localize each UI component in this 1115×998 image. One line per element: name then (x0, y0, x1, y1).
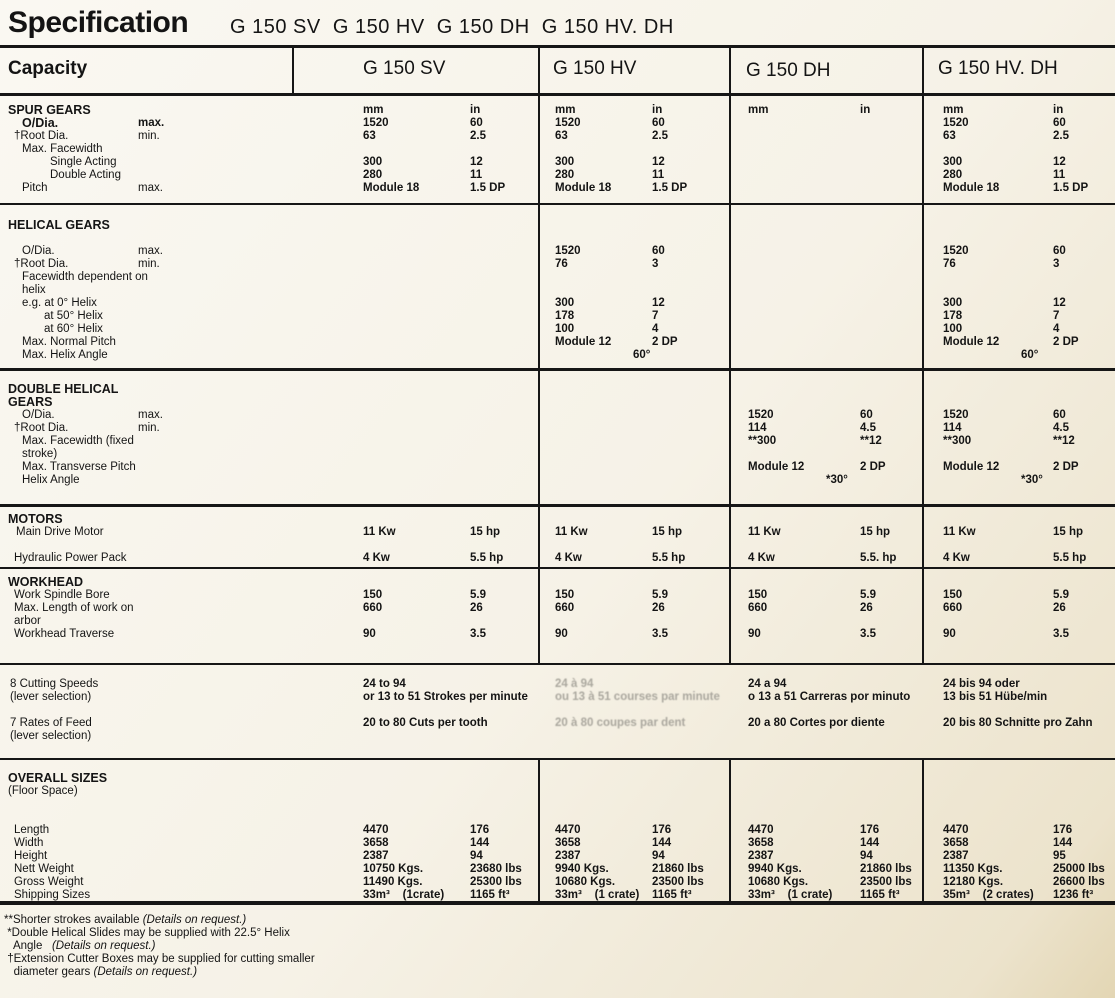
page-title: Specification (8, 6, 189, 39)
row-label: GEARS (8, 395, 53, 409)
cell-text-value: 13 bis 51 Hübe/min (943, 691, 1048, 703)
cell-metric-value: Module 12 (943, 336, 1000, 348)
cell-metric-value: mm (555, 104, 576, 116)
cell-inch-value: 95 (1053, 850, 1066, 862)
cell-inch-value: 2 DP (1053, 461, 1079, 473)
cell-metric-value: 76 (555, 258, 568, 270)
row-label: stroke) (22, 448, 58, 460)
cell-inch-value: 26600 lbs (1053, 876, 1105, 888)
cell-metric-value: mm (363, 104, 384, 116)
cell-metric-value: 114 (943, 422, 962, 434)
cell-metric-value: 1520 (943, 409, 969, 421)
cell-metric-value: 1520 (555, 117, 581, 129)
row-label: O/Dia. (22, 409, 55, 421)
cell-inch-value: 3.5 (860, 628, 876, 640)
cell-text-value: or 13 to 51 Strokes per minute (363, 691, 528, 703)
cell-inch-value: 23680 lbs (470, 863, 522, 875)
row-label: WORKHEAD (8, 575, 83, 589)
cell-inch-value: 12 (470, 156, 483, 168)
cell-metric-value: mm (748, 104, 769, 116)
rule-after-double-helical (0, 504, 1115, 507)
footnote-italic-text: (Details on request.) (93, 966, 198, 978)
row-label: Hydraulic Power Pack (14, 552, 127, 564)
cell-inch-value: 1.5 DP (1053, 182, 1089, 194)
cell-inch-value: 1.5 DP (652, 182, 688, 194)
cell-angle-value: 60° (633, 349, 651, 361)
cell-inch-value: 1165 ft³ (860, 889, 900, 901)
footnote-italic-text: (Details on request.) (51, 940, 156, 952)
row-label: Helix Angle (22, 474, 80, 486)
cell-inch-value: 176 (1053, 824, 1073, 836)
cell-inch-value: 25000 lbs (1053, 863, 1105, 875)
footnote-text: Angle (4, 940, 52, 952)
cell-metric-value: 1520 (748, 409, 774, 421)
cell-metric-value: 3658 (555, 837, 581, 849)
capacity-header: Capacity (8, 58, 88, 79)
cell-inch-value: 5.5 hp (1053, 552, 1087, 564)
rule-col-divider-3 (922, 45, 924, 665)
cell-inch-value: 5.9 (860, 589, 876, 601)
cell-metric-value: 100 (943, 323, 963, 335)
cell-metric-value: 1520 (943, 245, 969, 257)
cell-metric-value: Module 12 (555, 336, 612, 348)
row-label: Max. Normal Pitch (22, 336, 116, 348)
row-label: e.g. at 0° Helix (22, 297, 97, 309)
cell-metric-value: 660 (555, 602, 575, 614)
row-sublabel: max. (138, 182, 163, 194)
row-label: (lever selection) (10, 691, 92, 703)
cell-text-value: 24 à 94 (555, 678, 594, 690)
row-sublabel: min. (138, 422, 160, 434)
row-label: O/Dia. (22, 116, 59, 130)
column-header-g150hv: G 150 HV (553, 58, 637, 79)
cell-inch-value: 5.5. hp (860, 552, 897, 564)
cell-metric-value: 660 (748, 602, 768, 614)
cell-text-value: 24 a 94 (748, 678, 787, 690)
row-label: †Root Dia. (14, 422, 69, 434)
cell-inch-value: 2.5 (1053, 130, 1069, 142)
cell-text-value: 24 bis 94 oder (943, 678, 1020, 690)
cell-metric-value: 1520 (943, 117, 969, 129)
cell-metric-value: 2387 (363, 850, 389, 862)
cell-inch-value: 94 (470, 850, 483, 862)
column-header-g150hvdh: G 150 HV. DH (938, 58, 1058, 79)
rule-after-workhead (0, 663, 1115, 665)
cell-metric-value: mm (943, 104, 964, 116)
cell-inch-value: 60 (1053, 117, 1066, 129)
row-label: Max. Length of work on (14, 602, 134, 614)
cell-inch-value: 26 (470, 602, 483, 614)
cell-inch-value: 11 (652, 169, 665, 181)
cell-inch-value: 3.5 (652, 628, 668, 640)
row-label: SPUR GEARS (8, 103, 91, 117)
row-label: Work Spindle Bore (14, 589, 110, 601)
cell-inch-value: 21860 lbs (652, 863, 704, 875)
cell-metric-value: 3658 (943, 837, 969, 849)
cell-inch-value: in (470, 104, 481, 116)
cell-inch-value: 15 hp (860, 526, 891, 538)
row-label: Max. Facewidth (22, 143, 103, 155)
rule-after-motors (0, 567, 1115, 569)
cell-inch-value: 12 (652, 297, 665, 309)
cell-inch-value: 5.5 hp (470, 552, 504, 564)
cell-metric-value: 300 (943, 156, 963, 168)
cell-metric-value: 4470 (748, 824, 774, 836)
cell-metric-value: Module 18 (943, 182, 1000, 194)
cell-inch-value: 2.5 (652, 130, 668, 142)
cell-inch-value: 5.9 (652, 589, 668, 601)
cell-metric-value: Module 18 (555, 182, 612, 194)
row-label: DOUBLE HELICAL (8, 382, 119, 396)
cell-inch-value: **12 (860, 435, 882, 447)
cell-text-value: 24 to 94 (363, 678, 406, 690)
cell-metric-value: 10680 Kgs. (748, 876, 809, 888)
row-label: (Floor Space) (8, 785, 78, 797)
rule-col-divider-1 (538, 45, 540, 665)
cell-inch-value: 12 (652, 156, 665, 168)
rule-after-spur-gears (0, 203, 1115, 205)
cell-metric-value: 11 Kw (363, 526, 396, 538)
row-label: †Root Dia. (14, 258, 69, 270)
cell-inch-value: 1165 ft³ (652, 889, 692, 901)
cell-inch-value: 25300 lbs (470, 876, 522, 888)
row-label: MOTORS (8, 512, 63, 526)
row-label: Single Acting (50, 156, 117, 168)
rule-under-title (0, 45, 1115, 48)
cell-inch-value: 1.5 DP (470, 182, 506, 194)
footnote-line (4, 953, 315, 966)
cell-metric-value: 4470 (363, 824, 389, 836)
rule-col-divider-2 (729, 45, 731, 665)
row-label: at 60° Helix (44, 323, 103, 335)
cell-metric-value: 280 (363, 169, 383, 181)
cell-text-value: 20 à 80 coupes par dent (555, 717, 686, 729)
cell-metric-value: 2387 (943, 850, 969, 862)
cell-metric-value: 10680 Kgs. (555, 876, 616, 888)
row-sublabel: min. (138, 258, 160, 270)
cell-inch-value: 2 DP (652, 336, 678, 348)
row-label: Workhead Traverse (14, 628, 115, 640)
row-sublabel: min. (138, 130, 160, 142)
cell-inch-value: 4 (652, 323, 659, 335)
cell-metric-value: 33m³ (1 crate) (555, 889, 640, 901)
cell-metric-value: 150 (555, 589, 575, 601)
row-label: 7 Rates of Feed (10, 717, 92, 729)
cell-inch-value: 60 (1053, 409, 1066, 421)
cell-inch-value: 2.5 (470, 130, 486, 142)
cell-inch-value: 2 DP (860, 461, 886, 473)
cell-metric-value: 11490 Kgs. (363, 876, 423, 888)
cell-inch-value: 26 (860, 602, 873, 614)
cell-inch-value: 12 (1053, 156, 1066, 168)
cell-inch-value: 144 (470, 837, 490, 849)
cell-inch-value: 23500 lbs (860, 876, 912, 888)
cell-inch-value: in (1053, 104, 1064, 116)
cell-metric-value: 35m³ (2 crates) (943, 889, 1034, 901)
row-label: Max. Transverse Pitch (22, 461, 136, 473)
cell-inch-value: 2 DP (1053, 336, 1079, 348)
cell-inch-value: 15 hp (652, 526, 683, 538)
cell-inch-value: 144 (1053, 837, 1073, 849)
cell-metric-value: 11350 Kgs. (943, 863, 1003, 875)
cell-metric-value: 33m³ (1 crate) (748, 889, 833, 901)
cell-inch-value: 5.9 (1053, 589, 1069, 601)
rule-col-divider-1b (538, 760, 540, 903)
rule-after-helical-gears (0, 368, 1115, 371)
row-label: Gross Weight (14, 876, 84, 888)
row-label: †Root Dia. (14, 130, 69, 142)
cell-inch-value: 7 (652, 310, 659, 322)
cell-inch-value: 94 (652, 850, 665, 862)
cell-inch-value: 4.5 (1053, 422, 1069, 434)
cell-metric-value: 280 (943, 169, 963, 181)
footnote-italic-text: (Details on request.) (142, 914, 247, 926)
cell-inch-value: 26 (652, 602, 665, 614)
footnote-line (4, 927, 290, 940)
cell-metric-value: **300 (748, 435, 777, 447)
cell-metric-value: 100 (555, 323, 575, 335)
cell-metric-value: 90 (363, 628, 376, 640)
cell-inch-value: 5.5 hp (652, 552, 686, 564)
cell-metric-value: 660 (943, 602, 963, 614)
cell-metric-value: 150 (748, 589, 768, 601)
cell-inch-value: in (652, 104, 663, 116)
cell-inch-value: 23500 lbs (652, 876, 704, 888)
rule-under-capacity (0, 93, 1115, 96)
cell-metric-value: Module 18 (363, 182, 420, 194)
cell-angle-value: *30° (1021, 474, 1043, 486)
cell-inch-value: 60 (1053, 245, 1066, 257)
cell-metric-value: 114 (748, 422, 767, 434)
cell-metric-value: 4 Kw (943, 552, 970, 564)
row-label: at 50° Helix (44, 310, 103, 322)
cell-metric-value: 2387 (748, 850, 774, 862)
cell-text-value: 20 to 80 Cuts per tooth (363, 717, 488, 729)
cell-inch-value: 144 (860, 837, 880, 849)
cell-metric-value: 3658 (363, 837, 389, 849)
cell-text-value: 20 a 80 Cortes por diente (748, 717, 885, 729)
rule-col-divider-3b (922, 760, 924, 903)
row-label: Length (14, 824, 50, 836)
title-model-list: G 150 SV G 150 HV G 150 DH G 150 HV. DH (230, 16, 674, 38)
cell-text-value: o 13 a 51 Carreras por minuto (748, 691, 911, 703)
row-label: 8 Cutting Speeds (10, 678, 99, 690)
row-label: Max. Facewidth (fixed (22, 435, 134, 447)
cell-inch-value: 4 (1053, 323, 1060, 335)
cell-inch-value: 3 (652, 258, 659, 270)
cell-metric-value: 11 Kw (555, 526, 588, 538)
cell-metric-value: 63 (363, 130, 376, 142)
row-label: arbor (14, 615, 41, 627)
row-label: HELICAL GEARS (8, 218, 110, 232)
row-label: OVERALL SIZES (8, 771, 108, 785)
cell-inch-value: 11 (1053, 169, 1066, 181)
rule-capacity-divider (292, 45, 294, 96)
cell-metric-value: 9940 Kgs. (748, 863, 802, 875)
cell-metric-value: 90 (555, 628, 568, 640)
cell-inch-value: 7 (1053, 310, 1060, 322)
footnote-text: †Extension Cutter Boxes may be supplied for cutting smaller (4, 953, 315, 965)
cell-angle-value: 60° (1021, 349, 1039, 361)
column-header-g150sv: G 150 SV (363, 58, 446, 79)
cell-metric-value: 90 (943, 628, 956, 640)
cell-inch-value: 5.9 (470, 589, 486, 601)
cell-inch-value: 60 (652, 245, 665, 257)
cell-inch-value: 15 hp (470, 526, 501, 538)
row-label: Width (14, 837, 44, 849)
row-sublabel: max. (138, 409, 163, 421)
cell-inch-value: 60 (860, 409, 873, 421)
cell-metric-value: 280 (555, 169, 575, 181)
rule-after-speeds (0, 758, 1115, 760)
cell-inch-value: in (860, 104, 871, 116)
cell-metric-value: 11 Kw (748, 526, 781, 538)
cell-inch-value: 94 (860, 850, 873, 862)
cell-metric-value: 12180 Kgs. (943, 876, 1004, 888)
row-label: Height (14, 850, 48, 862)
footnote-text: diameter gears (4, 966, 94, 978)
cell-inch-value: 3.5 (1053, 628, 1069, 640)
cell-inch-value: 60 (652, 117, 665, 129)
cell-metric-value: 63 (555, 130, 568, 142)
cell-inch-value: 3.5 (470, 628, 486, 640)
cell-text-value: 20 bis 80 Schnitte pro Zahn (943, 717, 1093, 729)
cell-metric-value: 11 Kw (943, 526, 976, 538)
cell-inch-value: 4.5 (860, 422, 876, 434)
cell-metric-value: 4 Kw (555, 552, 582, 564)
row-label: (lever selection) (10, 730, 92, 742)
cell-metric-value: 4 Kw (748, 552, 775, 564)
cell-inch-value: 1236 ft³ (1053, 889, 1094, 901)
cell-inch-value: 11 (470, 169, 483, 181)
cell-inch-value: 176 (470, 824, 490, 836)
footnote-line (4, 914, 246, 927)
cell-metric-value: 300 (943, 297, 963, 309)
row-label: Shipping Sizes (14, 889, 91, 901)
row-label: Double Acting (50, 169, 121, 181)
cell-inch-value: 26 (1053, 602, 1066, 614)
cell-metric-value: 300 (363, 156, 383, 168)
row-label: Main Drive Motor (16, 526, 104, 538)
cell-metric-value: 4470 (943, 824, 969, 836)
cell-inch-value: 60 (470, 117, 483, 129)
cell-metric-value: 9940 Kgs. (555, 863, 609, 875)
cell-inch-value: 176 (860, 824, 880, 836)
cell-metric-value: 150 (363, 589, 383, 601)
cell-metric-value: 76 (943, 258, 956, 270)
cell-metric-value: 178 (555, 310, 575, 322)
footnote-text: **Shorter strokes available (4, 914, 143, 926)
row-label: Pitch (22, 182, 48, 194)
row-label: helix (22, 284, 46, 296)
cell-metric-value: 1520 (363, 117, 389, 129)
cell-metric-value: 33m³ (1crate) (363, 889, 445, 901)
cell-inch-value: 144 (652, 837, 672, 849)
row-label: Nett Weight (14, 863, 74, 875)
cell-metric-value: 3658 (748, 837, 774, 849)
row-label: Max. Helix Angle (22, 349, 108, 361)
cell-metric-value: Module 12 (748, 461, 805, 473)
footnote-text: *Double Helical Slides may be supplied with 22.5° Helix (4, 927, 290, 939)
row-sublabel: max. (138, 245, 163, 257)
cell-metric-value: 2387 (555, 850, 581, 862)
cell-metric-value: 300 (555, 297, 575, 309)
cell-inch-value: 3 (1053, 258, 1060, 270)
cell-metric-value: 150 (943, 589, 963, 601)
cell-metric-value: 660 (363, 602, 383, 614)
cell-metric-value: Module 12 (943, 461, 1000, 473)
cell-metric-value: 178 (943, 310, 963, 322)
cell-text-value: ou 13 à 51 courses par minute (555, 691, 720, 703)
row-label: Facewidth dependent on (22, 271, 148, 283)
cell-metric-value: 4 Kw (363, 552, 390, 564)
cell-metric-value: 1520 (555, 245, 581, 257)
cell-metric-value: 63 (943, 130, 956, 142)
footnote-line (4, 966, 197, 979)
cell-inch-value: 12 (1053, 297, 1066, 309)
cell-angle-value: *30° (826, 474, 848, 486)
row-label: O/Dia. (22, 245, 55, 257)
cell-inch-value: 1165 ft³ (470, 889, 510, 901)
cell-inch-value: 176 (652, 824, 672, 836)
cell-metric-value: **300 (943, 435, 972, 447)
rule-col-divider-2b (729, 760, 731, 903)
cell-inch-value: 21860 lbs (860, 863, 912, 875)
cell-metric-value: 300 (555, 156, 575, 168)
cell-metric-value: 4470 (555, 824, 581, 836)
column-header-g150dh: G 150 DH (746, 60, 831, 81)
cell-metric-value: 10750 Kgs. (363, 863, 424, 875)
cell-inch-value: **12 (1053, 435, 1075, 447)
row-sublabel: max. (138, 117, 165, 129)
cell-metric-value: 90 (748, 628, 761, 640)
footnote-line (4, 940, 156, 953)
cell-inch-value: 15 hp (1053, 526, 1084, 538)
